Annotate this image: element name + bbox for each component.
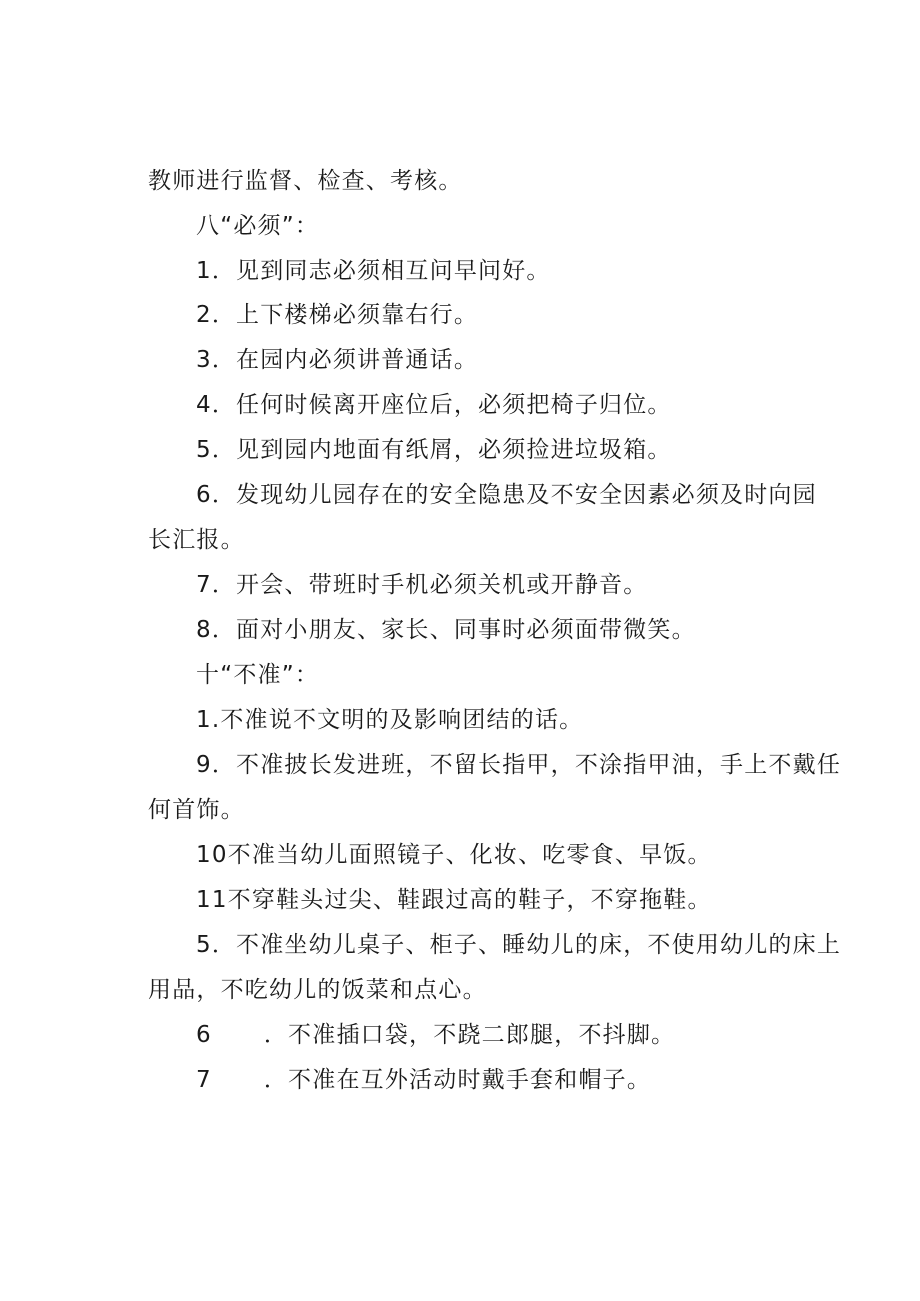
list-item: 1.不准说不文明的及影响团结的话。 <box>196 707 584 733</box>
list-item: 10不准当幼儿面照镜子、化妆、吃零食、早饭。 <box>196 842 712 868</box>
paragraph-line: 教师进行监督、检查、考核。 <box>148 168 463 194</box>
list-item-continuation: 用品，不吃幼儿的饭菜和点心。 <box>148 977 487 1003</box>
list-item: 7．开会、带班时手机必须关机或开静音。 <box>196 572 648 598</box>
list-item: 5．见到园内地面有纸屑，必须捡进垃圾箱。 <box>196 437 672 463</box>
list-item: 6．发现幼儿园存在的安全隐患及不安全因素必须及时向园 <box>196 482 817 508</box>
list-item-text: ．不准在互外活动时戴手套和帽子。 <box>263 1067 652 1093</box>
list-item-number: 6 <box>196 1022 212 1048</box>
list-item: 4．任何时候离开座位后，必须把椅子归位。 <box>196 392 672 418</box>
list-item <box>196 1065 651 1095</box>
list-item-number: 7 <box>196 1067 212 1093</box>
section-heading-must: 八“必须”： <box>196 213 320 239</box>
list-item-continuation: 何首饰。 <box>148 797 245 823</box>
list-item: 2．上下楼梯必须靠右行。 <box>196 302 479 328</box>
list-item: 3．在园内必须讲普通话。 <box>196 347 479 373</box>
list-item <box>196 1020 675 1050</box>
section-heading-not-allowed: 十“不准”： <box>196 662 320 688</box>
list-item: 5．不准坐幼儿桌子、柜子、睡幼儿的床，不使用幼儿的床上 <box>196 932 842 958</box>
list-item: 1．见到同志必须相互问早问好。 <box>196 258 551 284</box>
list-item: 11不穿鞋头过尖、鞋跟过高的鞋子，不穿拖鞋。 <box>196 887 712 913</box>
list-item-text: ．不准插口袋，不跷二郎腿，不抖脚。 <box>263 1022 676 1048</box>
list-item-continuation: 长汇报。 <box>148 527 245 553</box>
list-item: 8．面对小朋友、家长、同事时必须面带微笑。 <box>196 617 696 643</box>
list-item: 9．不准披长发进班，不留长指甲，不涂指甲油，手上不戴任 <box>196 752 842 778</box>
